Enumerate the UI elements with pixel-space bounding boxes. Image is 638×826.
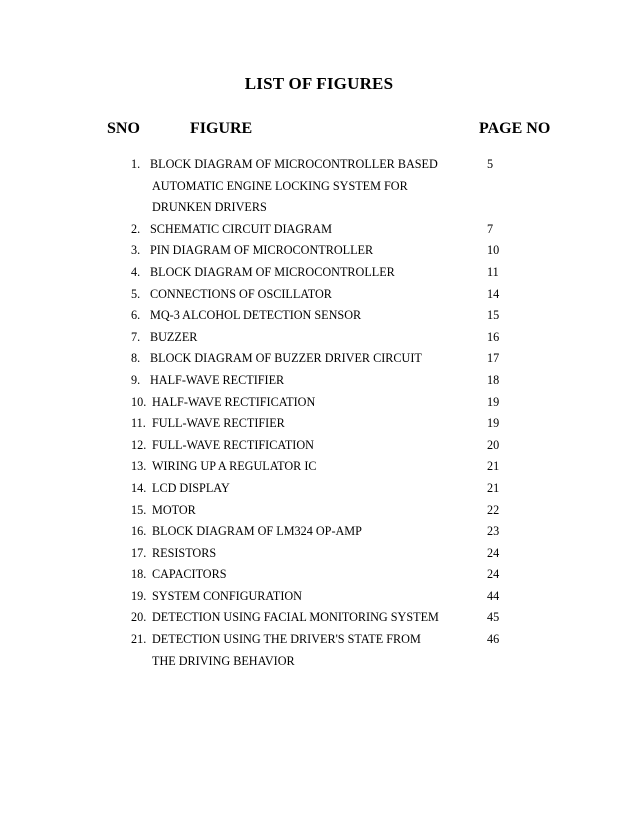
figure-number: 19. xyxy=(131,588,147,603)
figure-number: 17. xyxy=(131,545,147,560)
list-item xyxy=(0,284,638,306)
figure-number: 5. xyxy=(131,286,141,301)
figure-title: SCHEMATIC CIRCUIT DIAGRAM xyxy=(150,221,332,236)
list-item xyxy=(0,240,638,262)
list-item xyxy=(0,607,638,629)
page-number: 20 xyxy=(487,437,500,452)
page-number: 19 xyxy=(487,394,500,409)
page-number: 16 xyxy=(487,329,500,344)
list-item-continuation xyxy=(0,197,638,219)
figure-number: 13. xyxy=(131,459,147,474)
figure-title: HALF-WAVE RECTIFICATION xyxy=(152,394,316,409)
figure-title: BLOCK DIAGRAM OF MICROCONTROLLER xyxy=(150,264,395,279)
page-number: 7 xyxy=(487,221,494,236)
page-number: 22 xyxy=(487,502,500,517)
figure-number: 14. xyxy=(131,480,147,495)
figure-number: 12. xyxy=(131,437,147,452)
figure-number: 2. xyxy=(131,221,141,236)
figure-title: AUTOMATIC ENGINE LOCKING SYSTEM FOR xyxy=(152,178,408,193)
page-number: 15 xyxy=(487,308,500,323)
figure-number: 16. xyxy=(131,524,147,539)
list-item xyxy=(0,392,638,414)
figure-number: 3. xyxy=(131,243,141,258)
figure-title: DETECTION USING FACIAL MONITORING SYSTEM xyxy=(152,610,439,625)
column-header-page-no: PAGE NO xyxy=(479,120,551,137)
list-item xyxy=(0,478,638,500)
list-item-continuation xyxy=(0,176,638,198)
page-number: 11 xyxy=(487,264,499,279)
figure-number: 18. xyxy=(131,567,147,582)
list-item xyxy=(0,435,638,457)
page-number: 44 xyxy=(487,588,500,603)
figure-title: BLOCK DIAGRAM OF LM324 OP-AMP xyxy=(152,524,362,539)
page-number: 21 xyxy=(487,480,500,495)
list-item xyxy=(0,154,638,176)
list-item xyxy=(0,305,638,327)
list-item xyxy=(0,219,638,241)
figure-number: 10. xyxy=(131,394,147,409)
figure-number: 9. xyxy=(131,372,141,387)
column-header-sno: SNO xyxy=(107,120,140,137)
page-number: 46 xyxy=(487,632,500,647)
figure-title: FULL-WAVE RECTIFICATION xyxy=(152,437,314,452)
list-item xyxy=(0,543,638,565)
figure-title: DRUNKEN DRIVERS xyxy=(152,200,267,215)
list-item xyxy=(0,500,638,522)
list-item xyxy=(0,348,638,370)
figure-number: 6. xyxy=(131,308,141,323)
page-number: 21 xyxy=(487,459,500,474)
figure-number: 21. xyxy=(131,632,147,647)
figure-title: BUZZER xyxy=(150,329,198,344)
figure-title: MOTOR xyxy=(152,502,196,517)
page-number: 14 xyxy=(487,286,500,301)
figure-list xyxy=(0,154,638,672)
figure-title: BLOCK DIAGRAM OF MICROCONTROLLER BASED xyxy=(150,157,438,171)
figure-title: HALF-WAVE RECTIFIER xyxy=(150,372,285,387)
page-number: 45 xyxy=(487,610,500,625)
page-number: 24 xyxy=(487,545,500,560)
figure-title: CAPACITORS xyxy=(152,567,227,582)
figure-title: FULL-WAVE RECTIFIER xyxy=(152,416,285,431)
page-number: 10 xyxy=(487,243,500,258)
figure-title: CONNECTIONS OF OSCILLATOR xyxy=(150,286,332,301)
list-item xyxy=(0,629,638,651)
figure-number: 15. xyxy=(131,502,147,517)
page-number: 18 xyxy=(487,372,500,387)
figure-title: SYSTEM CONFIGURATION xyxy=(152,588,302,603)
figure-title: WIRING UP A REGULATOR IC xyxy=(152,459,317,474)
list-item-continuation xyxy=(0,651,638,673)
figure-title: BLOCK DIAGRAM OF BUZZER DRIVER CIRCUIT xyxy=(150,351,422,366)
page-number: 5 xyxy=(487,157,494,171)
page-number: 17 xyxy=(487,351,500,366)
list-item xyxy=(0,413,638,435)
page-number: 19 xyxy=(487,416,500,431)
figure-number: 1. xyxy=(131,157,141,171)
page-number: 23 xyxy=(487,524,500,539)
figure-number: 11. xyxy=(131,416,146,431)
figure-number: 8. xyxy=(131,351,141,366)
list-item xyxy=(0,586,638,608)
figure-title: LCD DISPLAY xyxy=(152,480,230,495)
figure-title: MQ-3 ALCOHOL DETECTION SENSOR xyxy=(150,308,362,323)
list-item xyxy=(0,564,638,586)
column-header-figure: FIGURE xyxy=(190,120,253,137)
figure-number: 4. xyxy=(131,264,141,279)
figure-title: DETECTION USING THE DRIVER'S STATE FROM xyxy=(152,632,421,647)
list-item xyxy=(0,370,638,392)
list-item xyxy=(0,521,638,543)
page-title: LIST OF FIGURES xyxy=(244,74,394,93)
figure-title: RESISTORS xyxy=(152,545,217,560)
list-item xyxy=(0,262,638,284)
page-number: 24 xyxy=(487,567,500,582)
figure-number: 20. xyxy=(131,610,147,625)
list-item xyxy=(0,456,638,478)
figure-title: PIN DIAGRAM OF MICROCONTROLLER xyxy=(150,243,374,258)
figure-title: THE DRIVING BEHAVIOR xyxy=(152,653,295,668)
figure-number: 7. xyxy=(131,329,141,344)
list-item xyxy=(0,327,638,349)
